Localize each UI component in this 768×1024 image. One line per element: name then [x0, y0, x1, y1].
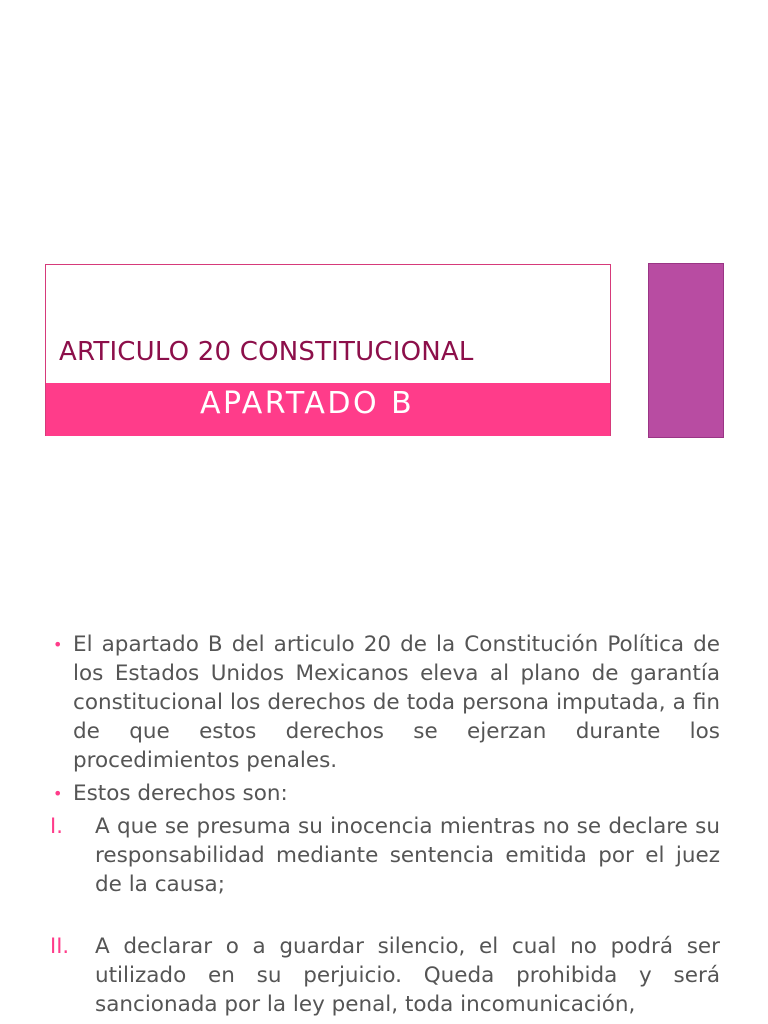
slide-subtitle: APARTADO B — [200, 386, 415, 421]
slide-title: ARTICULO 20 CONSTITUCIONAL — [59, 337, 474, 367]
numbered-text: A declarar o a guardar silencio, el cual no podrá ser utilizado en su perjuicio. Queda prohibida y será sancionada por la ley penal, toda incomunicación, — [95, 934, 720, 1017]
body-content — [50, 630, 720, 1019]
bullet-text: Estos derechos son: — [73, 781, 288, 806]
numbered-marker: II. — [50, 934, 70, 958]
bullet-text: El apartado B del articulo 20 de la Constitución Política de los Estados Unidos Mexicanos eleva al plano de garantía constitucional los derechos de toda persona imputada, a fin de que estos derechos se ejerzan durante los procedimientos penales. — [73, 632, 720, 773]
numbered-marker: I. — [50, 814, 63, 838]
numbered-text: A que se presuma su inocencia mientras no se declare su responsabilidad mediante sentencia emitida por el juez de la causa; — [95, 814, 720, 897]
bullet-icon: • — [53, 784, 63, 803]
numbered-item — [50, 812, 720, 899]
subtitle-band — [46, 383, 610, 436]
accent-block — [648, 263, 724, 438]
bullet-icon: • — [53, 635, 63, 654]
numbered-item — [50, 932, 720, 1019]
title-box — [45, 264, 611, 436]
bullet-item — [50, 779, 720, 808]
bullet-item — [50, 630, 720, 775]
